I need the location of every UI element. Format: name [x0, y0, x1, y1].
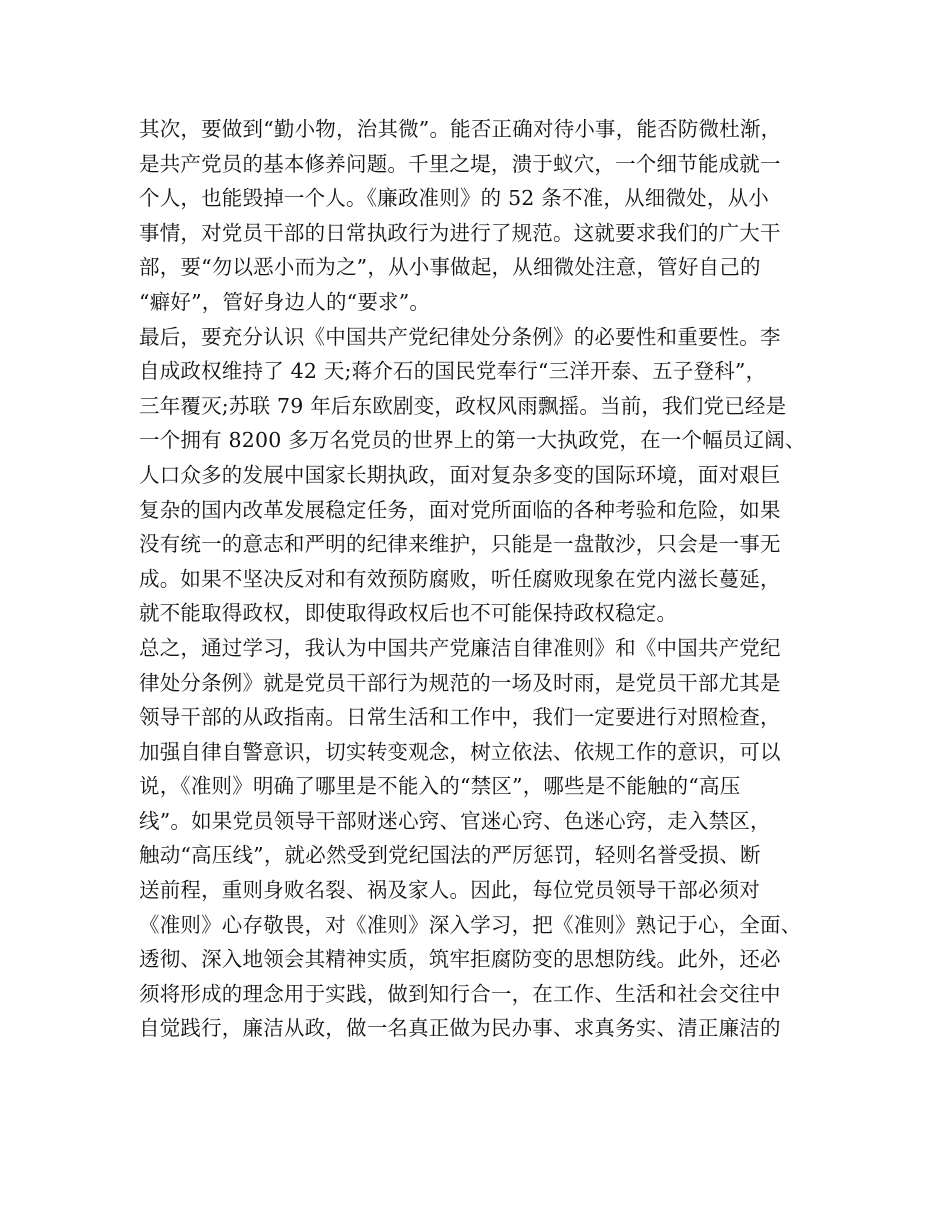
text-line: 总之，通过学习，我认为中国共产党廉洁自律准则》和《中国共产党纪	[139, 635, 781, 660]
text-line: 线”。如果党员领导干部财迷心窍、官迷心窍、色迷心窍，走入禁区，	[139, 808, 771, 833]
text-line: 其次，要做到“勤小物，治其微”。能否正确对待小事，能否防微杜渐，	[139, 117, 782, 141]
text-line: 没有统一的意志和严明的纪律来维护，只能是一盘散沙，只会是一事无	[139, 532, 781, 557]
text-line: 送前程，重则身败名裂、祸及家人。因此，每位党员领导干部必须对	[139, 878, 760, 903]
text-line: 加强自律自警意识，切实转变观念，树立依法、依规工作的意识，可以	[139, 739, 781, 764]
text-line: 最后，要充分认识《中国共产党纪律处分条例》的必要性和重要性。李	[139, 324, 781, 349]
text-line: 部，要“勿以恶小而为之”，从小事做起，从细微处注意，管好自己的	[139, 255, 761, 280]
text-line: 一个拥有 8200 多万名党员的世界上的第一大执政党，在一个幅员辽阔、	[139, 428, 806, 453]
text-line: 是共产党员的基本修养问题。千里之堤，溃于蚁穴，一个细节能成就一	[139, 151, 781, 176]
text-line: 自成政权维持了 42 天;蒋介石的国民党奉行“三洋开泰、五子登科”，	[139, 359, 767, 384]
text-line: 复杂的国内改革发展稳定任务，面对党所面临的各种考验和危险，如果	[139, 497, 781, 522]
text-line: 成。如果不坚决反对和有效预防腐败，听任腐败现象在党内滋长蔓延，	[139, 566, 781, 591]
text-line: 三年覆灭;苏联 79 年后东欧剧变，政权风雨飘摇。当前，我们党已经是	[139, 393, 787, 418]
text-line: 事情，对党员干部的日常执政行为进行了规范。这就要求我们的广大干	[139, 220, 781, 245]
text-line: 《准则》心存敬畏，对《准则》深入学习，把《准则》熟记于心，全面、	[139, 912, 802, 937]
document-body	[139, 112, 829, 1046]
text-line: 说，《准则》明确了哪里是不能入的“禁区”，哪些是不能触的“高压	[139, 774, 741, 799]
text-line: 触动“高压线”，就必然受到党纪国法的严厉惩罚，轻则名誉受损、断	[139, 843, 761, 868]
text-line: 律处分条例》就是党员干部行为规范的一场及时雨，是党员干部尤其是	[139, 670, 781, 695]
text-line: 透彻、深入地领会其精神实质，筑牢拒腐防变的思想防线。此外，还必	[139, 947, 781, 972]
text-line: 自觉践行，廉洁从政，做一名真正做为民办事、求真务实、清正廉洁的	[139, 1016, 781, 1041]
text-line: 领导干部的从政指南。日常生活和工作中，我们一定要进行对照检查，	[139, 705, 781, 730]
text-line: “癖好”，管好身边人的“要求”。	[139, 289, 431, 314]
text-line: 须将形成的理念用于实践，做到知行合一，在工作、生活和社会交往中	[139, 981, 781, 1006]
text-line: 就不能取得政权，即使取得政权后也不可能保持政权稳定。	[139, 601, 678, 626]
text-line: 人口众多的发展中国家长期执政，面对复杂多变的国际环境，面对艰巨	[139, 462, 781, 487]
text-line: 个人，也能毁掉一个人。《廉政准则》的 52 条不准，从细微处，从小	[139, 186, 769, 211]
